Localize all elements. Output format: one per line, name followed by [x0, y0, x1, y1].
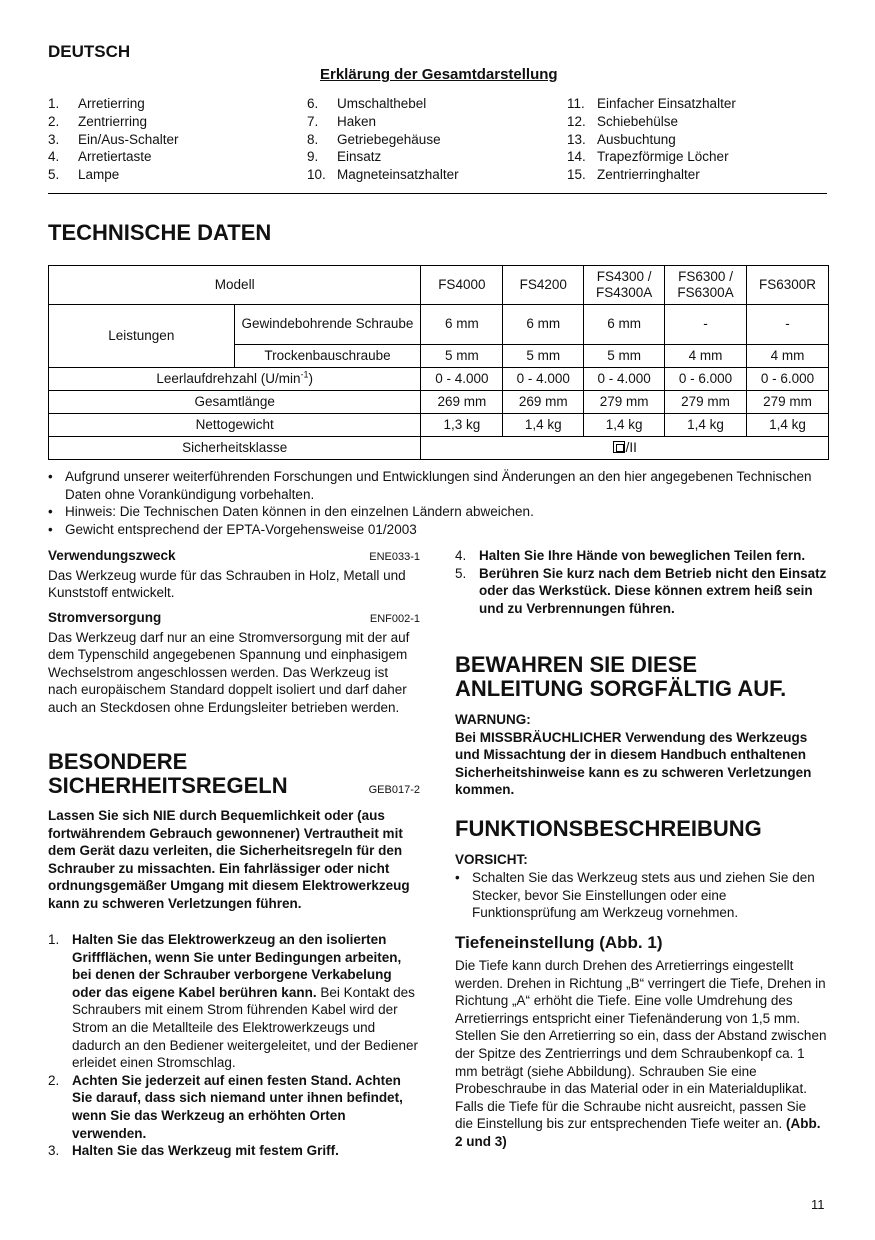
legend-item: 5. Lampe [48, 167, 120, 183]
table-cell: 5 mm [421, 345, 503, 368]
table-cell: /II [421, 437, 829, 460]
sicherheit-intro: Lassen Sie sich NIE durch Bequemlichkeit oder (aus fortwährendem Gebrauch gewonnener) Vertrautheit mit dem Gerät dazu verleiten, die Sicherheitsregeln für den Schrauber zu missachten. Ein fahrlässiger oder nicht ordnungsgemäßer Umgang mit diesem Elektrowerkzeug kann zu schweren Verletzungen führen. [48, 808, 410, 911]
table-cell: Nettogewicht [49, 414, 421, 437]
vorsicht-label: VORSICHT: [455, 852, 528, 867]
legend-item: 11. Einfacher Einsatzhalter [567, 96, 736, 111]
legend-column-2 [307, 95, 459, 184]
table-cell: 1,4 kg [747, 414, 829, 437]
list-item: 5. Berühren Sie kurz nach dem Betrieb nicht den Einsatz oder das Werkstück. Diese können extrem heiß sein und zu Verbrennungen führen. [455, 565, 827, 616]
table-cell: 6 mm [421, 305, 503, 345]
tech-data-heading: TECHNISCHE DATEN [48, 220, 272, 245]
table-cell: 269 mm [503, 391, 584, 414]
sicherheit-heading: BESONDERE SICHERHEITSREGELN GEB017-2 [48, 749, 420, 798]
table-cell: 0 - 6.000 [747, 368, 829, 391]
verwendung-section [48, 547, 420, 602]
table-cell: 6 mm [584, 305, 665, 345]
table-cell: 5 mm [503, 345, 584, 368]
table-cell: 279 mm [747, 391, 829, 414]
legend-column-3 [567, 95, 736, 184]
table-cell: Gesamtlänge [49, 391, 421, 414]
table-cell: 0 - 4.000 [503, 368, 584, 391]
table-row [49, 368, 829, 391]
paragraph: Die Tiefe kann durch Drehen des Arretierrings eingestellt werden. Drehen in Richtung „B“ verringert die Tiefe, Drehen in Richtung „A“ erhöht die Tiefe. Eine volle Umdrehung des Arretierrings entspricht einer Tiefenänderung von 1,5 mm. [455, 958, 826, 1026]
section-code: ENF002-1 [369, 613, 420, 625]
legend-title: Erklärung der Gesamtdarstellung [320, 66, 558, 83]
table-cell: Sicherheitsklasse [49, 437, 421, 460]
table-cell: Leistungen [49, 305, 235, 368]
tiefe-heading: Tiefeneinstellung (Abb. 1) [455, 933, 663, 952]
table-cell: 6 mm [503, 305, 584, 345]
legend-item: 10. Magneteinsatzhalter [307, 167, 459, 183]
section-code: GEB017-2 [368, 784, 420, 796]
list-item: 2. Achten Sie jederzeit auf einen festen Stand. Achten Sie darauf, dass sich niemand unter ihnen befindet, wenn Sie das Werkzeug an erhöhten Orten verwenden. [48, 1072, 403, 1141]
paragraph: Stellen Sie den Arretierring so ein, dass der Abstand zwischen der Spitze des Zentrierrings und dem Schraubenkopf ca. 1 mm beträgt (siehe Abbildung). Schrauben Sie eine Probeschraube in das Material oder in ein Materialduplikat. Falls die Tiefe für die Schraube nicht ausreicht, passen Sie die Einstellung bis zur entsprechenden Tiefe weiter an. (Abb. 2 und 3) [455, 1028, 827, 1149]
warning-label: WARNUNG: [455, 712, 531, 727]
legend-item: 1. Arretierring [48, 96, 145, 111]
table-cell: Modell [49, 266, 421, 305]
table-cell: FS6300R [747, 266, 829, 305]
table-cell: FS4000 [421, 266, 503, 305]
table-cell: 1,4 kg [503, 414, 584, 437]
specs-table [48, 265, 829, 460]
table-cell: 0 - 4.000 [584, 368, 665, 391]
strom-section [48, 609, 420, 717]
tiefe-body [455, 957, 827, 1151]
table-cell: 1,4 kg [665, 414, 747, 437]
warning-text: Bei MISSBRÄUCHLICHER Verwendung des Werkzeugs und Missachtung der in diesem Handbuch enthaltenen Sicherheitshinweise kann es zu schweren Verletzungen kommen. [455, 729, 812, 798]
table-row [49, 266, 829, 305]
table-row [49, 391, 829, 414]
language-heading: DEUTSCH [48, 42, 131, 61]
table-row [49, 305, 829, 345]
table-cell: 1,4 kg [584, 414, 665, 437]
list-item: • Hinweis: Die Technischen Daten können in den einzelnen Ländern abweichen. [48, 503, 828, 521]
legend-item: 3. Ein/Aus-Schalter [48, 131, 179, 147]
table-cell: Gewindebohrende Schraube [234, 305, 421, 345]
table-cell: - [665, 305, 747, 345]
legend-item: 12. Schiebehülse [567, 113, 679, 129]
table-cell: - [747, 305, 829, 345]
table-cell: FS6300 / FS6300A [665, 266, 747, 305]
table-cell: 1,3 kg [421, 414, 503, 437]
table-row [49, 414, 829, 437]
legend-column-1 [48, 95, 179, 184]
legend-item: 9. Einsatz [307, 149, 382, 165]
paragraph: Das Werkzeug wurde für das Schrauben in Holz, Metall und Kunststoff entwickelt. [48, 567, 406, 601]
paragraph: Das Werkzeug darf nur an eine Stromversorgung mit der auf dem Typenschild angegebenen Spannung und einphasigem Wechselstrom angeschlossen werden. Das Werkzeug ist nach europäischem Standard doppelt isoliert und darf daher auch an Steckdosen ohne Erdungsleiter betrieben werden. [48, 629, 410, 715]
table-cell: 279 mm [584, 391, 665, 414]
section-title: Stromversorgung [48, 610, 162, 625]
section-code: ENE033-1 [369, 551, 420, 563]
warnung-block [455, 711, 827, 799]
legend-item: 7. Haken [307, 113, 377, 129]
table-cell: FS4200 [503, 266, 584, 305]
table-cell: 269 mm [421, 391, 503, 414]
table-cell: FS4300 / FS4300A [584, 266, 665, 305]
list-item: • Schalten Sie das Werkzeug stets aus und ziehen Sie den Stecker, bevor Sie Einstellungen oder eine Funktionsprüfung am Werkzeug vornehmen. [455, 869, 827, 922]
legend-item: 2. Zentrierring [48, 113, 148, 129]
legend-item: 13. Ausbuchtung [567, 131, 676, 147]
list-item: 1. Halten Sie das Elektrowerkzeug an den isolierten Griffflächen, wenn Sie unter Bedingungen arbeiten, bei denen der Schrauber verborgene Verkabelung oder das eigene Kabel berühren kann. Bei Kontakt des Schraubers mit einem Strom führenden Kabel wird der Strom an die Metallteile des Elektrowerkzeugs und dadurch an den Bediener weitergeleitet, und der Bediener erleidet einen Stromschlag. [48, 932, 418, 1071]
safety-rules-list [48, 931, 420, 1160]
legend-item: 8. Getriebegehäuse [307, 131, 441, 147]
table-cell: 279 mm [665, 391, 747, 414]
legend-item: 14. Trapezförmige Löcher [567, 149, 729, 165]
table-cell: Trockenbauschraube [234, 345, 421, 368]
list-item: • Gewicht entsprechend der EPTA-Vorgehensweise 01/2003 [48, 521, 828, 539]
list-item: • Aufgrund unserer weiterführenden Forschungen und Entwicklungen sind Änderungen an den hier angegebenen Technischen Daten ohne Vorankündigung vorbehalten. [48, 468, 828, 503]
notes-list [48, 468, 828, 538]
page-number: 11 [811, 1197, 825, 1212]
table-cell: 4 mm [665, 345, 747, 368]
divider [48, 193, 827, 194]
safety-rules-list-continued [455, 547, 827, 617]
vorsicht-list [455, 869, 827, 922]
list-item: 3. Halten Sie das Werkzeug mit festem Griff. [48, 1143, 339, 1159]
legend-item: 15. Zentrierringhalter [567, 167, 700, 183]
table-cell: 5 mm [584, 345, 665, 368]
section-title: Verwendungszweck [48, 548, 176, 563]
double-insulation-icon [613, 441, 625, 453]
bewahren-heading: BEWAHREN SIE DIESE ANLEITUNG SORGFÄLTIG AUF. [455, 652, 787, 701]
legend-item: 4. Arretiertaste [48, 149, 152, 165]
table-cell: 0 - 4.000 [421, 368, 503, 391]
table-cell: 4 mm [747, 345, 829, 368]
table-cell: 0 - 6.000 [665, 368, 747, 391]
list-item: 4. Halten Sie Ihre Hände von beweglichen Teilen fern. [455, 548, 806, 563]
funktion-heading: FUNKTIONSBESCHREIBUNG [455, 816, 762, 841]
legend-item: 6. Umschalthebel [307, 96, 427, 111]
table-row [49, 437, 829, 460]
table-cell: Leerlaufdrehzahl $(U/\min^{-1})$ [49, 368, 421, 391]
